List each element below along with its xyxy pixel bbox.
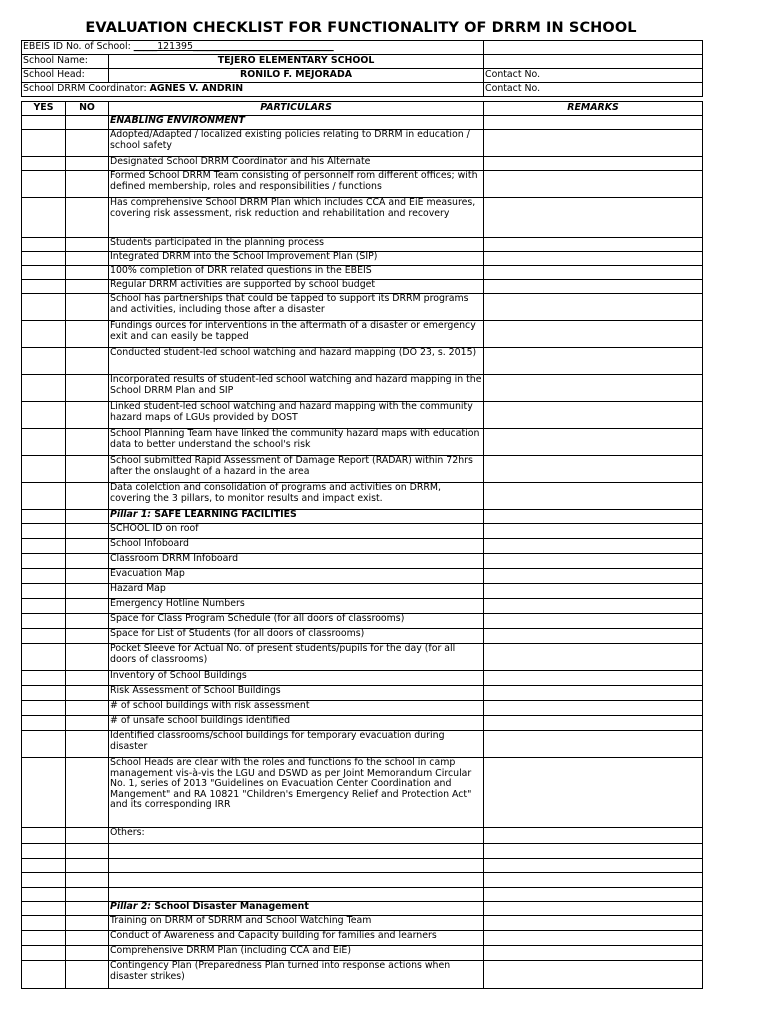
particular-text: Regular DRRM activities are supported by school budget [109, 280, 484, 294]
no-checkbox-cell[interactable] [66, 280, 109, 294]
checklist-item [22, 828, 703, 844]
remarks-cell[interactable] [484, 266, 703, 280]
particular-text: Pocket Sleeve for Actual No. of present students/pupils for the day (for all doors of classrooms) [109, 644, 484, 671]
checklist-item [22, 130, 703, 157]
yes-checkbox-cell[interactable] [22, 402, 66, 429]
no-checkbox-cell[interactable] [66, 629, 109, 644]
checklist-item [22, 238, 703, 252]
no-checkbox-cell[interactable] [66, 686, 109, 701]
yes-checkbox-cell[interactable] [22, 252, 66, 266]
no-checkbox-cell[interactable] [66, 157, 109, 171]
yes-checkbox-cell[interactable] [22, 931, 66, 946]
yes-checkbox-cell[interactable] [22, 294, 66, 321]
remarks-cell[interactable] [484, 671, 703, 686]
yes-checkbox-cell[interactable] [22, 584, 66, 599]
particular-text: Formed School DRRM Team consisting of personnelf rom different offices; with defined membership, roles and responsibilities / functions [109, 171, 484, 198]
remarks-cell[interactable] [484, 629, 703, 644]
yes-checkbox-cell[interactable] [22, 671, 66, 686]
particular-text: Has comprehensive School DRRM Plan which includes CCA and EiE measures, covering risk assessment, risk reduction and rehabilitation and recovery [109, 198, 484, 238]
no-checkbox-cell[interactable] [66, 888, 109, 902]
yes-checkbox-cell[interactable] [22, 280, 66, 294]
particular-text: # of unsafe school buildings identified [109, 716, 484, 731]
col-remarks: REMARKS [484, 102, 703, 116]
yes-checkbox-cell[interactable] [22, 483, 66, 510]
yes-checkbox-cell[interactable] [22, 731, 66, 758]
remarks-cell[interactable] [484, 456, 703, 483]
yes-checkbox-cell[interactable] [22, 629, 66, 644]
remarks-cell[interactable] [484, 931, 703, 946]
no-checkbox-cell[interactable] [66, 701, 109, 716]
no-checkbox-cell[interactable] [66, 348, 109, 375]
checklist-item [22, 961, 703, 989]
checklist-item [22, 171, 703, 198]
particular-text: Inventory of School Buildings [109, 671, 484, 686]
particular-text: Contingency Plan (Preparedness Plan turned into response actions when disaster strikes) [109, 961, 484, 989]
checklist-item [22, 701, 703, 716]
col-particulars: PARTICULARS [109, 102, 484, 116]
particular-text: Integrated DRRM into the School Improvement Plan (SIP) [109, 252, 484, 266]
yes-checkbox-cell[interactable] [22, 946, 66, 961]
checklist-item [22, 614, 703, 629]
remarks-cell[interactable] [484, 157, 703, 171]
remarks-cell[interactable] [484, 873, 703, 888]
pillar2-name: School Disaster Management [151, 901, 309, 912]
col-no: NO [66, 102, 109, 116]
checklist-item [22, 584, 703, 599]
remarks-cell[interactable] [484, 614, 703, 629]
particular-text: School Infoboard [109, 539, 484, 554]
yes-checkbox-cell[interactable] [22, 539, 66, 554]
no-checkbox-cell[interactable] [66, 171, 109, 198]
particular-text: Students participated in the planning process [109, 238, 484, 252]
yes-checkbox-cell[interactable] [22, 916, 66, 931]
no-checkbox-cell[interactable] [66, 946, 109, 961]
particular-text: School Heads are clear with the roles and functions fo the school in camp management vis-à-vis the LGU and DSWD as per Joint Memorandum Circular No. 1, series of 2013 "Guidelines on Evacuation Center Coordination and Mangement" and RA 10821 "Children's Emergency Relief and Protection Act" and its corresponding IRR [109, 758, 484, 828]
yes-checkbox-cell[interactable] [22, 116, 66, 130]
particular-text: Identified classrooms/school buildings for temporary evacuation during disaster [109, 731, 484, 758]
remarks-cell[interactable] [484, 510, 703, 524]
col-yes: YES [22, 102, 66, 116]
remarks-cell[interactable] [484, 828, 703, 844]
remarks-cell[interactable] [484, 569, 703, 584]
checklist-item [22, 456, 703, 483]
particular-text: Incorporated results of student-led school watching and hazard mapping in the School DRRM Plan and SIP [109, 375, 484, 402]
school-name-label: School Name: [22, 55, 109, 69]
remarks-cell[interactable] [484, 701, 703, 716]
checklist-item [22, 758, 703, 828]
particular-text: School has partnerships that could be tapped to support its DRRM programs and activities, including those after a disaster [109, 294, 484, 321]
page-title: EVALUATION CHECKLIST FOR FUNCTIONALITY OF DRRM IN SCHOOL [85, 20, 637, 36]
no-checkbox-cell[interactable] [66, 116, 109, 130]
no-checkbox-cell[interactable] [66, 456, 109, 483]
remarks-cell[interactable] [484, 321, 703, 348]
checklist-item [22, 916, 703, 931]
contact-label-2: Contact No. [484, 83, 703, 97]
yes-checkbox-cell[interactable] [22, 701, 66, 716]
no-checkbox-cell[interactable] [66, 321, 109, 348]
particular-text: Adopted/Adapted / localized existing policies relating to DRRM in education / school safety [109, 130, 484, 157]
checklist-item [22, 554, 703, 569]
empty-row [22, 888, 703, 902]
yes-checkbox-cell[interactable] [22, 758, 66, 828]
yes-checkbox-cell[interactable] [22, 716, 66, 731]
no-checkbox-cell[interactable] [66, 902, 109, 916]
particular-text [109, 888, 484, 902]
yes-checkbox-cell[interactable] [22, 828, 66, 844]
yes-checkbox-cell[interactable] [22, 844, 66, 859]
checklist-item [22, 348, 703, 375]
remarks-cell[interactable] [484, 686, 703, 701]
remarks-cell[interactable] [484, 902, 703, 916]
checklist-item [22, 280, 703, 294]
no-checkbox-cell[interactable] [66, 510, 109, 524]
particular-text: Comprehensive DRRM Plan (including CCA and EiE) [109, 946, 484, 961]
no-checkbox-cell[interactable] [66, 252, 109, 266]
particular-text: SCHOOL ID on roof [109, 524, 484, 539]
remarks-cell[interactable] [484, 961, 703, 989]
no-checkbox-cell[interactable] [66, 758, 109, 828]
no-checkbox-cell[interactable] [66, 569, 109, 584]
yes-checkbox-cell[interactable] [22, 266, 66, 280]
school-head-label: School Head: [22, 69, 109, 83]
empty-row [22, 859, 703, 873]
no-checkbox-cell[interactable] [66, 539, 109, 554]
remarks-cell[interactable] [484, 280, 703, 294]
remarks-cell[interactable] [484, 348, 703, 375]
particular-text: Training on DRRM of SDRRM and School Watching Team [109, 916, 484, 931]
no-checkbox-cell[interactable] [66, 584, 109, 599]
contact-label-1: Contact No. [484, 69, 703, 83]
school-name-row [22, 55, 703, 69]
particular-text [109, 859, 484, 873]
coordinator-label: School DRRM Coordinator: [23, 83, 147, 95]
checklist-item [22, 266, 703, 280]
particular-text: Hazard Map [109, 584, 484, 599]
ebeis-label: EBEIS ID No. of School: [23, 41, 131, 53]
no-checkbox-cell[interactable] [66, 483, 109, 510]
school-name-value: TEJERO ELEMENTARY SCHOOL [109, 55, 484, 69]
coordinator-cell [22, 83, 484, 97]
no-checkbox-cell[interactable] [66, 294, 109, 321]
particular-text: Space for Class Program Schedule (for all doors of classrooms) [109, 614, 484, 629]
particular-text: Space for List of Students (for all doors of classrooms) [109, 629, 484, 644]
no-checkbox-cell[interactable] [66, 671, 109, 686]
remarks-cell[interactable] [484, 402, 703, 429]
particular-text: Emergency Hotline Numbers [109, 599, 484, 614]
checklist-item [22, 198, 703, 238]
no-checkbox-cell[interactable] [66, 375, 109, 402]
no-checkbox-cell[interactable] [66, 844, 109, 859]
checklist-item [22, 402, 703, 429]
checklist-item [22, 931, 703, 946]
yes-checkbox-cell[interactable] [22, 554, 66, 569]
checklist-item [22, 946, 703, 961]
checklist-item [22, 321, 703, 348]
remarks-cell[interactable] [484, 716, 703, 731]
particular-text: Conducted student-led school watching and hazard mapping (DO 23, s. 2015) [109, 348, 484, 375]
no-checkbox-cell[interactable] [66, 266, 109, 280]
checklist-item [22, 483, 703, 510]
particular-text: # of school buildings with risk assessment [109, 701, 484, 716]
yes-checkbox-cell[interactable] [22, 569, 66, 584]
yes-checkbox-cell[interactable] [22, 873, 66, 888]
checklist-item [22, 429, 703, 456]
remarks-cell[interactable] [484, 429, 703, 456]
ebeis-row [22, 41, 703, 55]
yes-checkbox-cell[interactable] [22, 238, 66, 252]
remarks-cell[interactable] [484, 731, 703, 758]
remarks-cell[interactable] [484, 758, 703, 828]
yes-checkbox-cell[interactable] [22, 198, 66, 238]
no-checkbox-cell[interactable] [66, 828, 109, 844]
remarks-cell[interactable] [484, 375, 703, 402]
particular-text [109, 902, 484, 916]
particular-text: Fundings ources for interventions in the aftermath of a disaster or emergency exit and can easily be tapped [109, 321, 484, 348]
particular-text: School submitted Rapid Assessment of Damage Report (RADAR) within 72hrs after the onslaught of a hazard in the area [109, 456, 484, 483]
yes-checkbox-cell[interactable] [22, 614, 66, 629]
yes-checkbox-cell[interactable] [22, 644, 66, 671]
remarks-cell[interactable] [484, 130, 703, 157]
no-checkbox-cell[interactable] [66, 931, 109, 946]
checklist-item [22, 157, 703, 171]
particular-text: Linked student-led school watching and hazard mapping with the community hazard maps of LGUs provided by DOST [109, 402, 484, 429]
remarks-cell[interactable] [484, 294, 703, 321]
yes-checkbox-cell[interactable] [22, 888, 66, 902]
particular-text: Evacuation Map [109, 569, 484, 584]
section-heading-row [22, 510, 703, 524]
particular-text: School Planning Team have linked the community hazard maps with education data to better understand the school's risk [109, 429, 484, 456]
remarks-cell[interactable] [484, 252, 703, 266]
empty-row [22, 873, 703, 888]
remarks-cell[interactable] [484, 554, 703, 569]
no-checkbox-cell[interactable] [66, 716, 109, 731]
remarks-cell[interactable] [484, 584, 703, 599]
particular-text [109, 873, 484, 888]
coordinator-row [22, 83, 703, 97]
remarks-cell[interactable] [484, 539, 703, 554]
yes-checkbox-cell[interactable] [22, 429, 66, 456]
no-checkbox-cell[interactable] [66, 198, 109, 238]
yes-checkbox-cell[interactable] [22, 510, 66, 524]
ebeis-remarks-cell [484, 41, 703, 55]
yes-checkbox-cell[interactable] [22, 902, 66, 916]
checklist-item [22, 629, 703, 644]
particular-text: Designated School DRRM Coordinator and his Alternate [109, 157, 484, 171]
particular-text: Risk Assessment of School Buildings [109, 686, 484, 701]
no-checkbox-cell[interactable] [66, 614, 109, 629]
pillar2-prefix: Pillar 2: [110, 901, 151, 912]
yes-checkbox-cell[interactable] [22, 321, 66, 348]
yes-checkbox-cell[interactable] [22, 130, 66, 157]
yes-checkbox-cell[interactable] [22, 599, 66, 614]
particular-text: Conduct of Awareness and Capacity building for families and learners [109, 931, 484, 946]
yes-checkbox-cell[interactable] [22, 171, 66, 198]
school-name-remarks-cell [484, 55, 703, 69]
remarks-cell[interactable] [484, 644, 703, 671]
particular-text: Classroom DRRM Infoboard [109, 554, 484, 569]
ebeis-cell [22, 41, 484, 55]
school-head-value: RONILO F. MEJORADA [109, 69, 484, 83]
coordinator-value: AGNES V. ANDRIN [149, 83, 244, 95]
particular-text: 100% completion of DRR related questions in the EBEIS [109, 266, 484, 280]
remarks-cell[interactable] [484, 888, 703, 902]
no-checkbox-cell[interactable] [66, 429, 109, 456]
checklist-item [22, 686, 703, 701]
no-checkbox-cell[interactable] [66, 402, 109, 429]
checklist-table [21, 40, 703, 989]
column-header-row [22, 102, 703, 116]
checklist-item [22, 599, 703, 614]
remarks-cell[interactable] [484, 599, 703, 614]
checklist-item [22, 524, 703, 539]
remarks-cell[interactable] [484, 524, 703, 539]
no-checkbox-cell[interactable] [66, 916, 109, 931]
checklist-item [22, 539, 703, 554]
no-checkbox-cell[interactable] [66, 238, 109, 252]
checklist-item [22, 375, 703, 402]
yes-checkbox-cell[interactable] [22, 686, 66, 701]
remarks-cell[interactable] [484, 859, 703, 873]
remarks-cell[interactable] [484, 844, 703, 859]
remarks-cell[interactable] [484, 116, 703, 130]
checklist-item [22, 731, 703, 758]
no-checkbox-cell[interactable] [66, 644, 109, 671]
no-checkbox-cell[interactable] [66, 961, 109, 989]
yes-checkbox-cell[interactable] [22, 348, 66, 375]
checklist-item [22, 569, 703, 584]
no-checkbox-cell[interactable] [66, 554, 109, 569]
remarks-cell[interactable] [484, 916, 703, 931]
yes-checkbox-cell[interactable] [22, 456, 66, 483]
checklist-item [22, 671, 703, 686]
yes-checkbox-cell[interactable] [22, 375, 66, 402]
particular-text: ENABLING ENVIRONMENT [109, 116, 484, 130]
yes-checkbox-cell[interactable] [22, 961, 66, 989]
no-checkbox-cell[interactable] [66, 130, 109, 157]
checklist-item [22, 716, 703, 731]
yes-checkbox-cell[interactable] [22, 524, 66, 539]
yes-checkbox-cell[interactable] [22, 157, 66, 171]
checklist-item [22, 644, 703, 671]
checklist-item [22, 252, 703, 266]
particular-text [109, 844, 484, 859]
particular-text: Others: [109, 828, 484, 844]
remarks-cell[interactable] [484, 483, 703, 510]
section-heading-row [22, 116, 703, 130]
no-checkbox-cell[interactable] [66, 859, 109, 873]
no-checkbox-cell[interactable] [66, 524, 109, 539]
particular-text [109, 510, 484, 524]
no-checkbox-cell[interactable] [66, 731, 109, 758]
remarks-cell[interactable] [484, 171, 703, 198]
particular-text: Data colelction and consolidation of programs and activities on DRRM, covering the 3 pillars, to monitor results and impact exist. [109, 483, 484, 510]
pillar1-prefix: Pillar 1: [110, 509, 151, 520]
yes-checkbox-cell[interactable] [22, 859, 66, 873]
empty-row [22, 844, 703, 859]
no-checkbox-cell[interactable] [66, 599, 109, 614]
checklist-item [22, 294, 703, 321]
remarks-cell[interactable] [484, 946, 703, 961]
remarks-cell[interactable] [484, 198, 703, 238]
no-checkbox-cell[interactable] [66, 873, 109, 888]
ebeis-value: _____121395______________________________ [133, 41, 334, 53]
section-heading-row [22, 902, 703, 916]
school-head-row [22, 69, 703, 83]
pillar1-name: SAFE LEARNING FACILITIES [151, 509, 297, 520]
remarks-cell[interactable] [484, 238, 703, 252]
